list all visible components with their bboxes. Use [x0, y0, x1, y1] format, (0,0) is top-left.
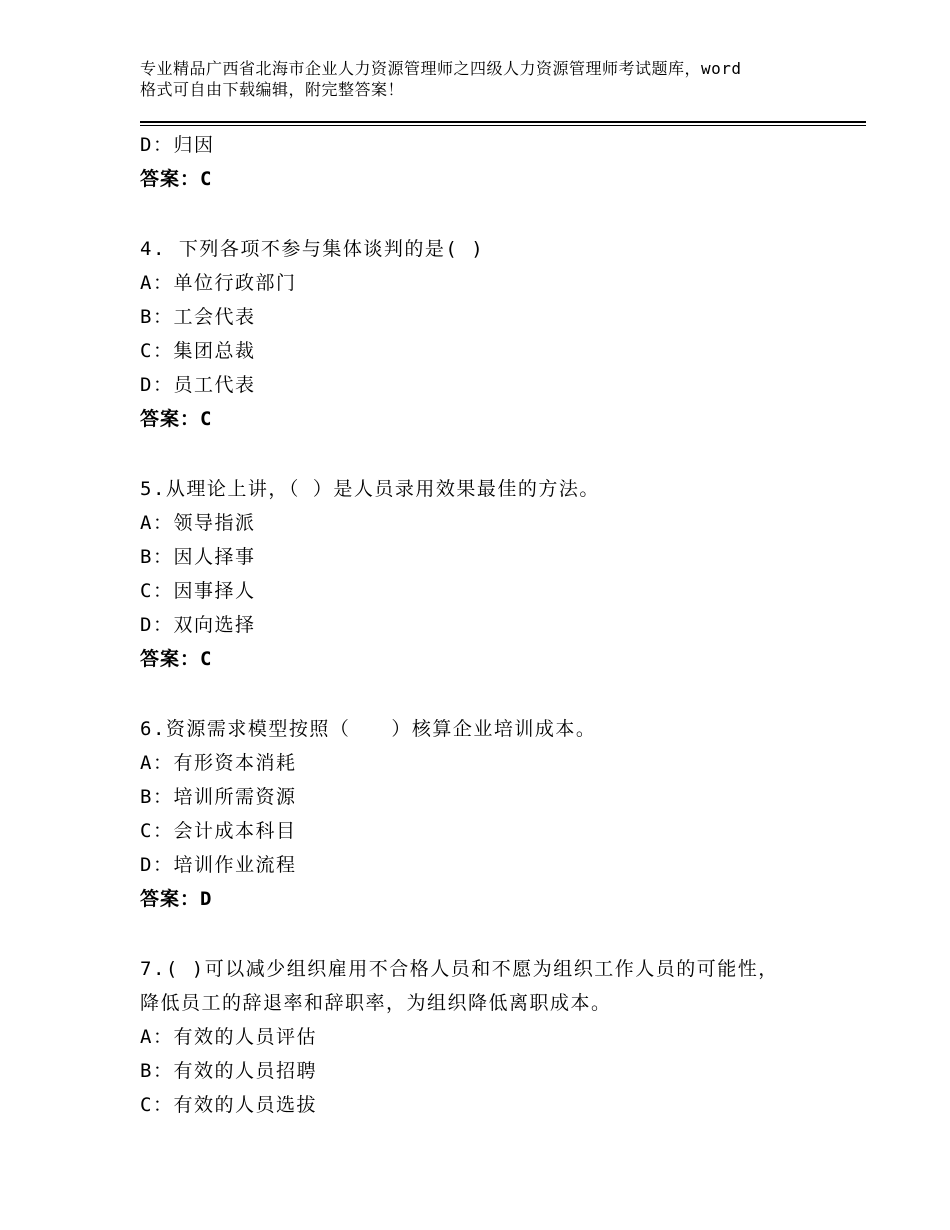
option-d: D：员工代表 — [140, 374, 256, 396]
question-stem-line-1: 7.( )可以减少组织雇用不合格人员和不愿为组织工作人员的可能性， — [140, 958, 779, 980]
question-6 — [140, 712, 866, 916]
header-divider-thin — [140, 125, 866, 126]
question-7 — [140, 952, 866, 1122]
answer-line: 答案：C — [140, 648, 213, 670]
question-4 — [140, 232, 866, 436]
option-b: B：有效的人员招聘 — [140, 1060, 317, 1082]
question-stem-line-2: 降低员工的辞退率和辞职率，为组织降低离职成本。 — [140, 992, 612, 1014]
option-c: C：会计成本科目 — [140, 820, 297, 842]
option-d: D：双向选择 — [140, 614, 256, 636]
option-c: C：集团总裁 — [140, 340, 256, 362]
document-header — [140, 58, 840, 100]
question-list — [140, 128, 866, 1122]
option-c: C：因事择人 — [140, 580, 256, 602]
option-b: B：培训所需资源 — [140, 786, 297, 808]
header-line-1: 专业精品广西省北海市企业人力资源管理师之四级人力资源管理师考试题库，word — [140, 59, 742, 78]
question-stem: 5.从理论上讲，（ ）是人员录用效果最佳的方法。 — [140, 478, 600, 500]
question-stem: 6.资源需求模型按照（ ）核算企业培训成本。 — [140, 718, 597, 740]
option-a: A：有形资本消耗 — [140, 752, 297, 774]
option-b: B：因人择事 — [140, 546, 256, 568]
question-stem: 4. 下列各项不参与集体谈判的是( ) — [140, 238, 485, 260]
option-d: D：归因 — [140, 134, 215, 156]
header-divider-thick — [140, 121, 866, 123]
option-d: D：培训作业流程 — [140, 854, 297, 876]
option-b: B：工会代表 — [140, 306, 256, 328]
option-c: C：有效的人员选拔 — [140, 1094, 317, 1116]
answer-line: 答案：C — [140, 408, 213, 430]
answer-line: 答案：C — [140, 168, 213, 190]
header-line-2: 格式可自由下载编辑，附完整答案！ — [140, 80, 405, 99]
option-a: A：单位行政部门 — [140, 272, 297, 294]
answer-line: 答案：D — [140, 888, 213, 910]
option-a: A：有效的人员评估 — [140, 1026, 317, 1048]
question-5 — [140, 472, 866, 676]
option-a: A：领导指派 — [140, 512, 256, 534]
